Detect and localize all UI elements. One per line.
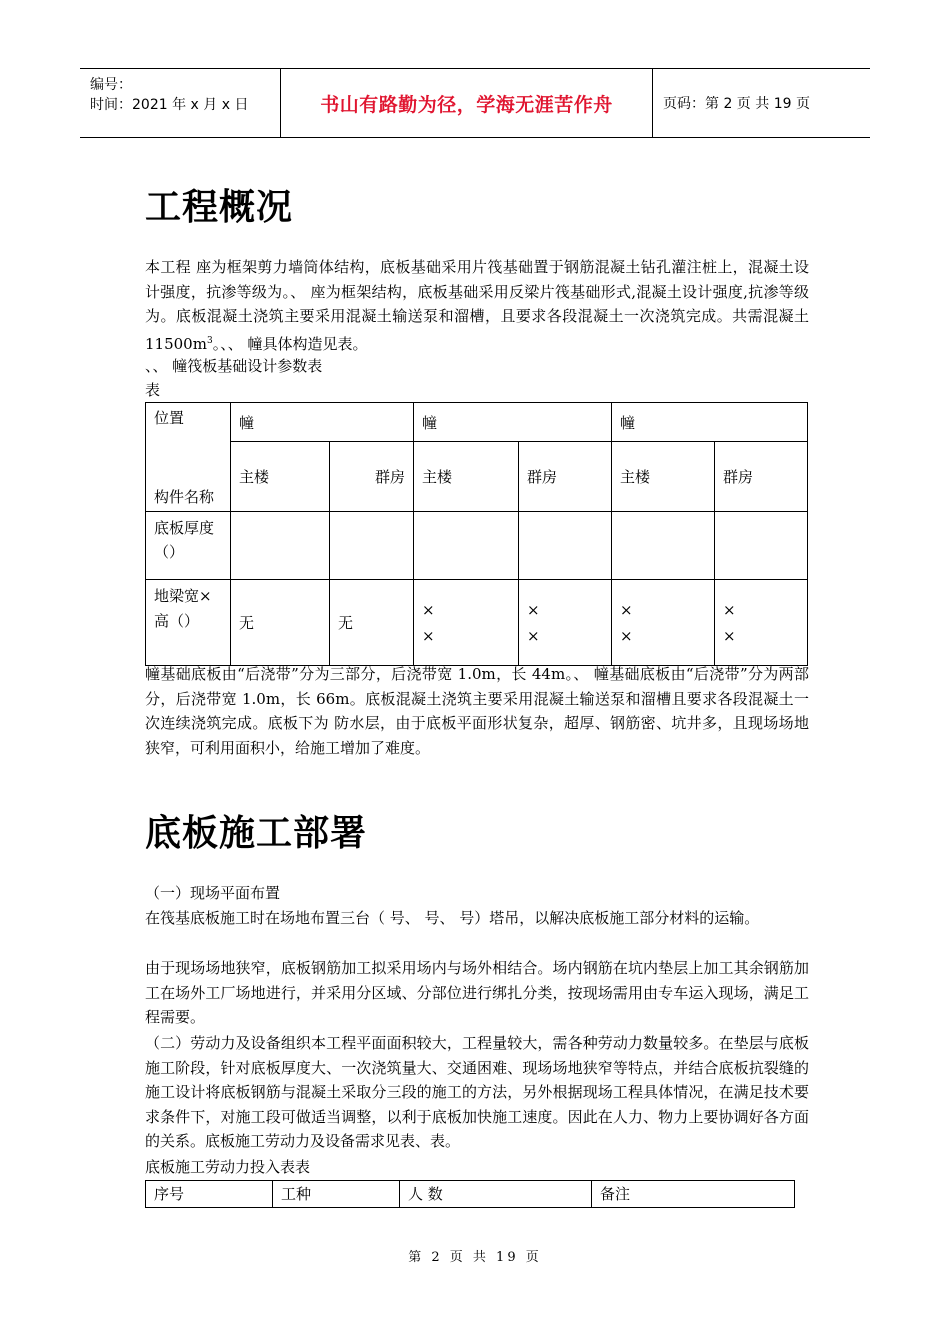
table-cell: × ×	[715, 580, 808, 666]
table-row	[146, 512, 808, 580]
overview-paragraph-tail: 。、、 幢具体构造见表。	[212, 334, 368, 353]
table-cell: × ×	[612, 580, 715, 666]
post-pour-strip-paragraph: 幢基础底板由“后浇带”分为三部分，后浇带宽 1.0m，长 44m。、 幢基础底板由“后浇带”分为两部分，后浇带宽 1.0m，长 66m。底板混凝土浇筑主要采用混凝土输送泵和溜槽且要求各段混凝土一次连续浇筑完成。底板下为 防水层，由于底板平面形状复杂，超厚、钢筋密、坑井多，且现场场地狭窄，可利用面积小，给施工增加了难度。	[145, 665, 809, 757]
building-header: 幢	[231, 403, 414, 442]
building-header: 幢	[414, 403, 612, 442]
table-header-cell: 工种	[273, 1181, 400, 1208]
header-motto: 书山有路勤为径，学海无涯苦作舟	[320, 93, 613, 116]
table-cell: 无	[231, 580, 330, 666]
building-header: 幢	[612, 403, 808, 442]
subsection-site-layout: （一）现场平面布置	[145, 884, 281, 902]
page-footer: 第 2 页 共 19 页	[408, 1250, 542, 1265]
row-label: 底板厚度（）	[146, 512, 231, 580]
table-row	[146, 580, 808, 666]
section-title-overview: 工程概况	[145, 187, 294, 228]
superscript-three: 3	[206, 335, 213, 346]
page-header	[80, 68, 870, 138]
table-cell: × ×	[519, 580, 612, 666]
labor-input-table	[145, 1180, 795, 1208]
table-label: 表	[145, 381, 161, 399]
component-label: 构件名称	[154, 488, 215, 506]
table-cell	[330, 512, 414, 580]
labor-organization-paragraph: （二）劳动力及设备组织本工程平面面积较大，工程量较大，需各种劳动力数量较多。在垫层与底板施工阶段，针对底板厚度大、一次浇筑量大、交通困难、现场场地狭窄等特点，并结合底板抗裂缝的施工设计将底板钢筋与混凝土采取分三段的施工的方法，另外根据现场工程具体情况，在满足技术要求条件下，对施工段可做适当调整，以利于底板加快施工速度。因此在人力、物力上要协调好各方面的关系。底板施工劳动力及设备需求见表、表。	[145, 1034, 809, 1151]
table-cell: × ×	[414, 580, 519, 666]
table-cell	[612, 512, 715, 580]
sub-header: 群房	[519, 442, 612, 512]
table-cell: 无	[330, 580, 414, 666]
document-time-label: 时间：2021 年 x 月 x 日	[90, 97, 249, 113]
sub-header: 群房	[330, 442, 414, 512]
foundation-params-table	[145, 402, 808, 666]
table-row	[146, 403, 808, 442]
position-component-header	[146, 403, 231, 512]
table-row	[146, 442, 808, 512]
table-header-cell: 人 数	[400, 1181, 592, 1208]
tower-crane-paragraph: 在筏基底板施工时在场地布置三台（ 号、 号、 号）塔吊，以解决底板施工部分材料的运输。	[145, 909, 760, 927]
table-cell	[414, 512, 519, 580]
sub-header: 主楼	[612, 442, 715, 512]
table-cell	[519, 512, 612, 580]
overview-paragraph	[145, 255, 809, 356]
sub-header: 主楼	[231, 442, 330, 512]
sub-header: 群房	[715, 442, 808, 512]
rebar-processing-paragraph: 由于现场场地狭窄，底板钢筋加工拟采用场内与场外相结合。场内钢筋在坑内垫层上加工其余钢筋加工在场外工厂场地进行，并采用分区域、分部位进行绑扎分类，按现场需用由专车运入现场，满足工程需要。	[145, 959, 809, 1027]
table-cell	[231, 512, 330, 580]
header-page-number: 页码：第 2 页 共 19 页	[663, 96, 810, 112]
labor-table-caption: 底板施工劳动力投入表表	[145, 1158, 311, 1176]
table-row	[146, 1181, 795, 1208]
table-cell	[715, 512, 808, 580]
header-meta	[80, 69, 281, 137]
sub-header: 主楼	[414, 442, 519, 512]
overview-paragraph-text: 本工程 座为框架剪力墙筒体结构，底板基础采用片筏基础置于钢筋混凝土钻孔灌注桩上，混凝土设计强度，抗渗等级为。、 座为框架结构，底板基础采用反梁片筏基础形式,混凝土设计强度,抗渗等级为。底板混凝土浇筑主要采用混凝土输送泵和溜槽，且要求各段混凝土一次浇筑完成。共需混凝土 11500m	[145, 258, 809, 353]
row-label: 地梁宽×高（）	[146, 580, 231, 666]
section-title-deployment: 底板施工部署	[145, 813, 368, 854]
table-header-cell: 备注	[592, 1181, 795, 1208]
header-motto-cell	[281, 69, 653, 137]
table-header-cell: 序号	[146, 1181, 273, 1208]
document-number-label: 编号：	[90, 77, 132, 93]
position-label: 位置	[154, 409, 185, 427]
table-caption-foundation: 、、 幢筏板基础设计参数表	[145, 357, 323, 375]
